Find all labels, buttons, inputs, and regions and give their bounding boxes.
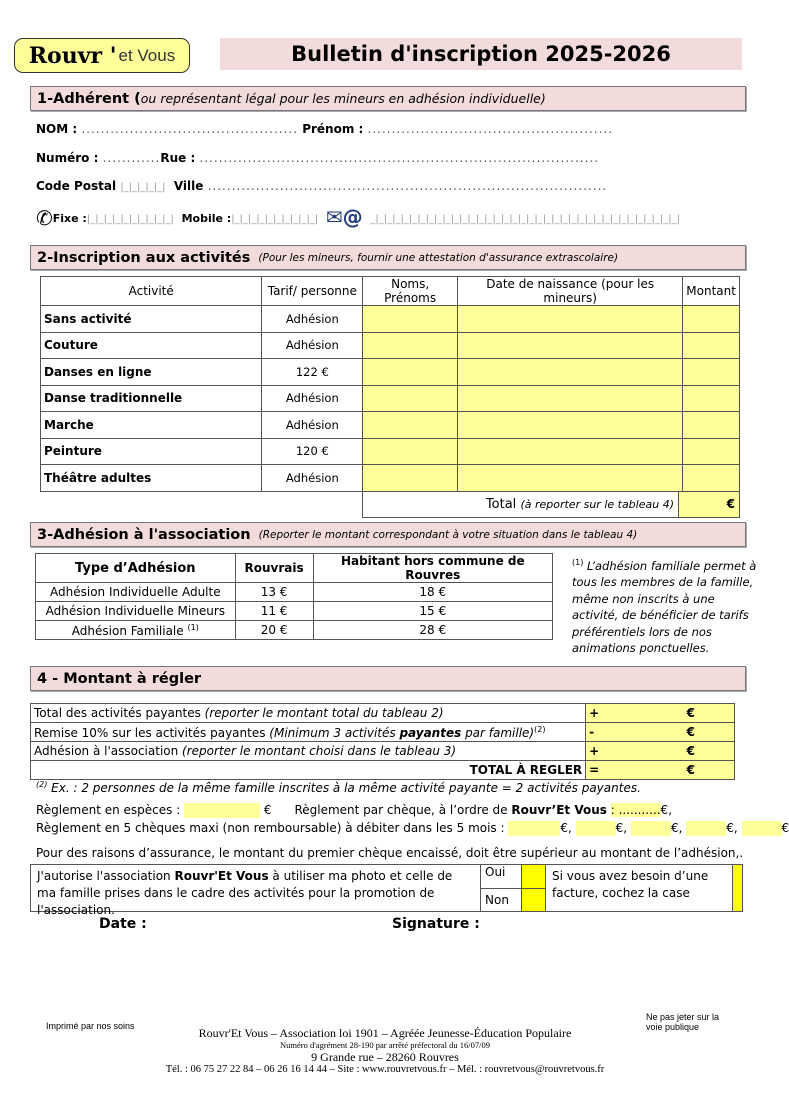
footnote-text: Ex. : 2 personnes de la même famille inscrites à la même activité payante = 2 activités payantes.: [47, 781, 641, 795]
section-1-header: [30, 86, 746, 111]
table-row: [36, 583, 553, 602]
table-row: [36, 621, 553, 640]
table-row: [41, 385, 740, 412]
amount-field[interactable]: [586, 742, 735, 761]
table-row: [31, 704, 735, 723]
euro: €: [686, 744, 695, 758]
footnote-ref: (1): [572, 558, 584, 567]
row-note: (reporter le montant choisi dans le tableau 3): [182, 744, 457, 758]
nom-line: [36, 122, 613, 136]
date-label: Date :: [99, 916, 147, 932]
euro: €: [615, 821, 624, 835]
amount-field[interactable]: [683, 332, 740, 359]
sign: =: [589, 763, 600, 777]
footer-line-1: Rouvr'Et Vous – Association loi 1901 – Agréée Jeunesse-Éducation Populaire: [198, 1026, 572, 1040]
birthdate-field[interactable]: [458, 465, 683, 492]
total-amount-field[interactable]: [586, 761, 735, 780]
names-field[interactable]: [363, 359, 458, 386]
row-note: par famille): [461, 725, 535, 740]
col-header: Rouvrais: [235, 554, 313, 583]
activity-name: Théâtre adultes: [41, 465, 262, 492]
euro: €: [686, 725, 695, 739]
total-row: [31, 761, 735, 780]
price-cell: 15 €: [313, 602, 552, 621]
prenom-label: Prénom :: [302, 122, 364, 136]
s3-title: 3-Adhésion à l'association: [37, 526, 251, 543]
euro: €: [726, 496, 735, 511]
euro: €: [781, 821, 789, 835]
activity-price: Adhésion: [262, 412, 363, 439]
cheque-5-field[interactable]: [742, 821, 782, 836]
col-header: Noms, Prénoms: [363, 277, 458, 306]
assurance-note: Pour des raisons d’assurance, le montant du premier chèque encaissé, doit être supérieur au montant de l’adhésion,.: [36, 846, 744, 860]
auth-org: Rouvr'Et Vous: [174, 869, 269, 883]
especes-field[interactable]: [184, 803, 260, 818]
footer-line-3: 9 Grande rue – 28260 Rouvres: [311, 1050, 459, 1064]
rue-label: Rue :: [160, 151, 196, 165]
amount-field[interactable]: [683, 306, 740, 333]
table-header-row: [41, 277, 740, 306]
activity-name: Danse traditionnelle: [41, 385, 262, 412]
email-field[interactable]: _|_|_|_|_|_|_|_|_|_|_|_|_|_|_|_|_|_|_|_|_|_|_|_|_|_|_|_|_|_|_|_|_|_|_|_|_|: [370, 214, 681, 225]
birthdate-field[interactable]: [458, 438, 683, 465]
footnote-ref: (1): [187, 622, 199, 632]
activity-name: Danses en ligne: [41, 359, 262, 386]
table-row: [41, 438, 740, 465]
euro: €: [686, 706, 695, 720]
type-cell: Adhésion Individuelle Mineurs: [36, 602, 236, 621]
euro: €: [686, 763, 695, 777]
table-row: [41, 332, 740, 359]
activities-table: [40, 276, 740, 518]
activity-price: 120 €: [262, 438, 363, 465]
amount-field[interactable]: [683, 465, 740, 492]
s1-title: 1-Adhérent (: [37, 90, 141, 107]
activity-name: Sans activité: [41, 306, 262, 333]
activity-name: Peinture: [41, 438, 262, 465]
type-label: Adhésion Familiale: [71, 623, 184, 638]
cheque-field[interactable]: : ...........: [610, 803, 661, 817]
price-cell: 28 €: [313, 621, 552, 640]
cheque-order: Rouvr’Et Vous: [511, 803, 607, 817]
footnote-2: [36, 780, 641, 795]
birthdate-field[interactable]: [458, 332, 683, 359]
footer-printed: Imprimé par nos soins: [46, 1021, 135, 1031]
oui-label: Oui: [481, 865, 522, 888]
table-row: [41, 412, 740, 439]
table-row: [36, 602, 553, 621]
auth-text: à utiliser ma photo et celle de ma famille prises dans le cadre des activités pour la promotion de l'association.: [37, 869, 453, 917]
activity-price: 122 €: [262, 359, 363, 386]
footer-line-2: Numéro d'agrément 28-190 par arrêté préfectoral du 16/07/09: [280, 1040, 490, 1050]
activity-price: Adhésion: [262, 332, 363, 359]
familiale-note: [572, 555, 758, 657]
s2-title: 2-Inscription aux activités: [37, 249, 251, 266]
footnote-ref: (2): [36, 780, 48, 789]
footer-notice: Ne pas jeter sur la voie publique: [646, 1012, 720, 1032]
sign: +: [589, 706, 600, 720]
row-label: Remise 10% sur les activités payantes: [34, 725, 270, 740]
numero-field[interactable]: ............: [102, 151, 161, 165]
euro: €: [263, 803, 272, 817]
sign: +: [589, 744, 600, 758]
price-cell: 13 €: [235, 583, 313, 602]
row-note: (reporter le montant total du tableau 2): [204, 706, 444, 720]
auth-text: J'autorise l'association: [37, 869, 175, 883]
table-row: [31, 723, 735, 742]
cp-label: Code Postal: [36, 179, 117, 193]
footer-line-4: Tél. : 06 75 27 22 84 – 06 26 16 14 44 – Site : www.rouvretvous.fr – Mél. : rouvretvous@rouvretvous.fr: [165, 1064, 605, 1075]
s3-subtitle: (Reporter le montant correspondant à votre situation dans le tableau 4): [258, 528, 638, 541]
non-label: Non: [481, 889, 522, 912]
signature-label: Signature :: [392, 916, 480, 932]
birthdate-field[interactable]: [458, 412, 683, 439]
footnote-ref: (2): [534, 724, 546, 734]
note-text: L’adhésion familiale permet à tous les membres de la famille, même non inscrits à une activité, de bénéficier de tarifs préférentiels lors de nos animations ponctuelles.: [572, 558, 757, 656]
prenom-field[interactable]: ...................................................: [367, 122, 614, 136]
price-cell: 18 €: [313, 583, 552, 602]
oui-checkbox[interactable]: [522, 865, 545, 888]
table-row: [31, 742, 735, 761]
birthdate-field[interactable]: [458, 306, 683, 333]
sign: -: [589, 725, 595, 739]
col-header: Montant: [683, 277, 740, 306]
col-header: Tarif/ personne: [262, 277, 363, 306]
mobile-field[interactable]: |_|_|_|_|_|_|_|_|_|_|: [231, 214, 319, 225]
adresse-line: [36, 151, 599, 165]
cheque-3-field[interactable]: [631, 821, 671, 836]
email-icon: ✉@: [325, 205, 363, 229]
adhesion-table: [35, 553, 553, 640]
facture-text: Si vous avez besoin d’une facture, cochez la case: [546, 865, 733, 911]
euro: €: [660, 803, 669, 817]
col-header: Habitant hors commune de Rouvres: [313, 554, 552, 583]
section-3-header: [30, 522, 746, 547]
activity-name: Marche: [41, 412, 262, 439]
cheque-1-field[interactable]: [508, 821, 560, 836]
s1-subtitle: ou représentant légal pour les mineurs en adhésion individuelle): [140, 91, 546, 106]
table-row: [41, 306, 740, 333]
amount-field[interactable]: [683, 438, 740, 465]
reglement-line-1: Règlement en espèces : € Règlement par chèque, à l’ordre de Rouvr’Et Vous : ...........€,: [36, 803, 673, 817]
section-4-header: [30, 666, 746, 691]
reglement-line-2: Règlement en 5 chèques maxi (non remboursable) à débiter dans les 5 mois : €, €, €, €, €: [36, 821, 789, 835]
phone-icon: ✆: [36, 206, 53, 230]
type-cell: Adhésion Individuelle Adulte: [36, 583, 236, 602]
activity-price: Adhésion: [262, 385, 363, 412]
activity-price: Adhésion: [262, 465, 363, 492]
total-label: TOTAL À REGLER: [31, 761, 586, 780]
ville-label: Ville: [173, 179, 204, 193]
amount-field[interactable]: [683, 412, 740, 439]
amount-field[interactable]: [586, 723, 735, 742]
total-amount-field[interactable]: [678, 492, 739, 517]
mobile-label: Mobile :: [181, 212, 232, 225]
amount-field[interactable]: [683, 385, 740, 412]
s4-title: 4 - Montant à régler: [37, 670, 202, 687]
row-note-bold: payantes: [399, 725, 462, 740]
page-title: Bulletin d'inscription 2025-2026: [220, 38, 742, 70]
cheque-2-field[interactable]: [576, 821, 616, 836]
activity-name: Couture: [41, 332, 262, 359]
s2-subtitle: (Pour les mineurs, fournir une attestation d'assurance extrascolaire): [258, 251, 619, 264]
facture-checkbox[interactable]: [733, 865, 742, 911]
section-2-header: [30, 245, 746, 270]
ville-line: [36, 179, 607, 193]
euro: €: [670, 821, 679, 835]
logo-sub: et Vous: [118, 45, 176, 65]
names-field[interactable]: [363, 438, 458, 465]
names-field[interactable]: [363, 465, 458, 492]
birthdate-field[interactable]: [458, 385, 683, 412]
price-cell: 11 €: [235, 602, 313, 621]
cinq-cheques-label: Règlement en 5 chèques maxi (non remboursable) à débiter dans les 5 mois :: [36, 821, 505, 835]
table-row: [41, 359, 740, 386]
col-header: Date de naissance (pour les mineurs): [458, 277, 683, 306]
especes-label: Règlement en espèces :: [36, 803, 181, 817]
nom-field[interactable]: .............................................: [81, 122, 299, 136]
contact-line: [36, 205, 680, 230]
names-field[interactable]: [363, 306, 458, 333]
nom-label: NOM :: [36, 122, 78, 136]
amount-field[interactable]: [683, 359, 740, 386]
total-label: Total: [485, 496, 517, 512]
cheque-4-field[interactable]: [686, 821, 726, 836]
rue-field[interactable]: ...................................................................................: [199, 151, 600, 165]
euro: €: [560, 821, 569, 835]
ville-field[interactable]: ...................................................................................: [207, 179, 608, 193]
row-note: (Minimum 3 activités: [269, 725, 400, 740]
logo-main: Rouvr ': [28, 42, 117, 69]
type-cell: [36, 621, 236, 640]
activity-price: Adhésion: [262, 306, 363, 333]
total-note: (à reporter sur le tableau 4): [520, 497, 674, 511]
amount-field[interactable]: [586, 704, 735, 723]
names-field[interactable]: [363, 332, 458, 359]
table-row: [41, 465, 740, 492]
euro: €: [726, 821, 734, 835]
row-label: Adhésion à l'association: [34, 744, 183, 758]
row-label: Total des activités payantes: [34, 706, 205, 720]
numero-label: Numéro :: [36, 151, 99, 165]
montant-table: [30, 703, 735, 780]
cheque-label: Règlement par chèque, à l’ordre de: [294, 803, 512, 817]
non-checkbox[interactable]: [522, 889, 545, 912]
fixe-label: Fixe :: [52, 212, 87, 225]
fixe-field[interactable]: |_|_|_|_|_|_|_|_|_|_|: [86, 214, 174, 225]
autorisation-box: [30, 864, 743, 917]
price-cell: 20 €: [235, 621, 313, 640]
cp-field[interactable]: |_|_|_|_|_|: [120, 182, 166, 193]
names-field[interactable]: [363, 385, 458, 412]
total-row: [41, 491, 740, 518]
autorisation-text: [31, 865, 481, 917]
col-header: Type d’Adhésion: [36, 554, 236, 583]
logo: [14, 38, 190, 73]
birthdate-field[interactable]: [458, 359, 683, 386]
col-header: Activité: [41, 277, 262, 306]
names-field[interactable]: [363, 412, 458, 439]
